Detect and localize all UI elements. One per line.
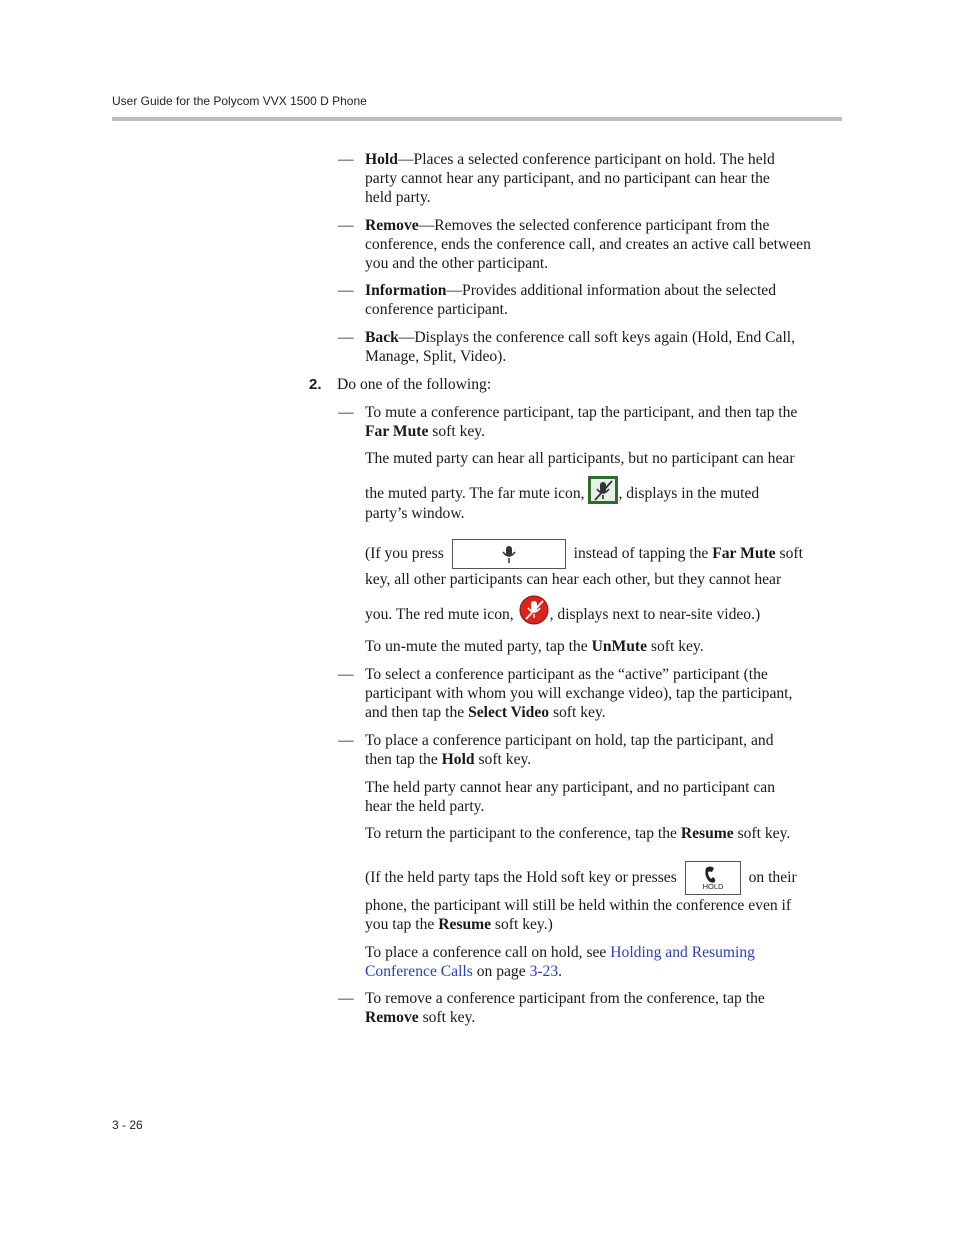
text: participant with whom you will exchange video), tap the participant, bbox=[365, 685, 793, 702]
text: (If you press bbox=[365, 545, 444, 562]
text: To return the participant to the conference, tap the bbox=[365, 825, 681, 842]
remove-instruction bbox=[365, 989, 845, 1027]
hold-key-line bbox=[365, 860, 845, 896]
page-ref-link[interactable]: 3-23 bbox=[529, 963, 559, 980]
step-text: Do one of the following: bbox=[337, 376, 492, 393]
holding-resuming-link[interactable]: Holding and Resuming bbox=[610, 944, 755, 961]
text: and then tap the bbox=[365, 704, 469, 721]
dash-bullet: — bbox=[338, 732, 354, 749]
mute-instruction bbox=[365, 403, 845, 441]
mute-key-line-2: key, all other participants can hear each other, but they cannot hear bbox=[365, 571, 782, 588]
text: you and the other participant. bbox=[365, 255, 549, 272]
term-remove: Remove bbox=[365, 1009, 419, 1026]
text: the muted party. The far mute icon, bbox=[365, 485, 585, 503]
text: then tap the bbox=[365, 751, 442, 768]
text: soft key. bbox=[549, 704, 606, 721]
unmute-instruction bbox=[365, 637, 845, 656]
text: To un-mute the muted party, tap the bbox=[365, 638, 588, 655]
text: —Provides additional information about the selected bbox=[446, 282, 776, 299]
text: on their bbox=[748, 869, 797, 886]
text: Manage, Split, Video). bbox=[365, 348, 507, 365]
page-number: 3 - 26 bbox=[112, 1118, 143, 1132]
term-select-video: Select Video bbox=[468, 704, 550, 721]
text: To remove a conference participant from the conference, tap the bbox=[365, 990, 765, 1007]
dash-bullet: — bbox=[338, 329, 354, 346]
term-remove: Remove bbox=[365, 217, 419, 234]
select-instruction bbox=[365, 665, 845, 722]
text: . bbox=[558, 963, 563, 980]
text: (If the held party taps the Hold soft key or presses bbox=[365, 869, 677, 886]
text: on page bbox=[472, 963, 530, 980]
text: , displays in the muted bbox=[618, 485, 760, 503]
mute-soft-key[interactable] bbox=[452, 539, 566, 569]
dash-bullet: — bbox=[338, 217, 354, 234]
dash-bullet: — bbox=[338, 151, 354, 168]
text: you. The red mute icon, bbox=[365, 606, 514, 624]
mute-key-line bbox=[365, 538, 845, 570]
header-rule bbox=[112, 117, 842, 121]
step-number: 2. bbox=[309, 376, 322, 393]
remove-description bbox=[365, 216, 845, 273]
term-far-mute: Far Mute bbox=[712, 545, 776, 562]
text: —Places a selected conference participant on hold. The held bbox=[397, 151, 775, 168]
text: soft key. bbox=[428, 423, 485, 440]
term-information: Information bbox=[365, 282, 447, 299]
red-mute-line bbox=[365, 595, 845, 636]
hold-hard-key[interactable] bbox=[685, 861, 741, 895]
text: phone, the participant will still be held within the conference even if bbox=[365, 897, 792, 914]
text: The muted party can hear all participants, but no participant can hear bbox=[365, 450, 795, 467]
text: , displays next to near-site video.) bbox=[549, 606, 761, 624]
dash-bullet: — bbox=[338, 282, 354, 299]
text: party cannot hear any participant, and no participant can hear the bbox=[365, 170, 770, 187]
text: conference participant. bbox=[365, 301, 508, 318]
text: The held party cannot hear any participant, and no participant can bbox=[365, 779, 776, 796]
resume-instruction bbox=[365, 824, 845, 843]
mute-explanation bbox=[365, 449, 845, 468]
text: soft key. bbox=[647, 638, 704, 655]
far-mute-line-3: party’s window. bbox=[365, 505, 465, 522]
text: To select a conference participant as the “active” participant (the bbox=[365, 666, 768, 683]
text: instead of tapping the bbox=[573, 545, 709, 562]
text: soft bbox=[779, 545, 803, 562]
hold-description bbox=[365, 150, 845, 207]
hold-explanation bbox=[365, 778, 845, 816]
text: hear the held party. bbox=[365, 798, 485, 815]
dash-bullet: — bbox=[338, 666, 354, 683]
red-mute-icon bbox=[518, 595, 550, 636]
term-resume: Resume bbox=[680, 825, 734, 842]
text: —Displays the conference call soft keys again (Hold, End Call, bbox=[398, 329, 796, 346]
term-back: Back bbox=[365, 329, 399, 346]
hold-key-line-2 bbox=[365, 896, 845, 934]
term-hold: Hold bbox=[365, 151, 398, 168]
text: To place a conference participant on hold, tap the participant, and bbox=[365, 732, 774, 749]
text: To place a conference call on hold, see bbox=[365, 944, 611, 961]
term-far-mute: Far Mute bbox=[365, 423, 429, 440]
dash-bullet: — bbox=[338, 404, 354, 421]
text: soft key.) bbox=[491, 916, 553, 933]
text: you tap the bbox=[365, 916, 439, 933]
conference-calls-link[interactable]: Conference Calls bbox=[365, 963, 473, 980]
hold-conference-reference bbox=[365, 943, 845, 981]
back-description bbox=[365, 328, 845, 366]
information-description bbox=[365, 281, 845, 319]
running-header: User Guide for the Polycom VVX 1500 D Phone bbox=[112, 94, 367, 108]
text: soft key. bbox=[418, 1009, 476, 1026]
text: soft key. bbox=[474, 751, 532, 768]
term-unmute: UnMute bbox=[591, 638, 648, 655]
hold-key-label: HOLD bbox=[702, 882, 724, 892]
text: To mute a conference participant, tap the participant, and then tap the bbox=[365, 404, 798, 421]
text: held party. bbox=[365, 189, 431, 206]
text: —Removes the selected conference participant from the bbox=[418, 217, 770, 234]
text: soft key. bbox=[733, 825, 791, 842]
term-hold: Hold bbox=[441, 751, 475, 768]
hold-instruction bbox=[365, 731, 845, 769]
term-resume: Resume bbox=[438, 916, 492, 933]
text: conference, ends the conference call, and creates an active call between bbox=[365, 236, 811, 253]
dash-bullet: — bbox=[338, 990, 354, 1007]
